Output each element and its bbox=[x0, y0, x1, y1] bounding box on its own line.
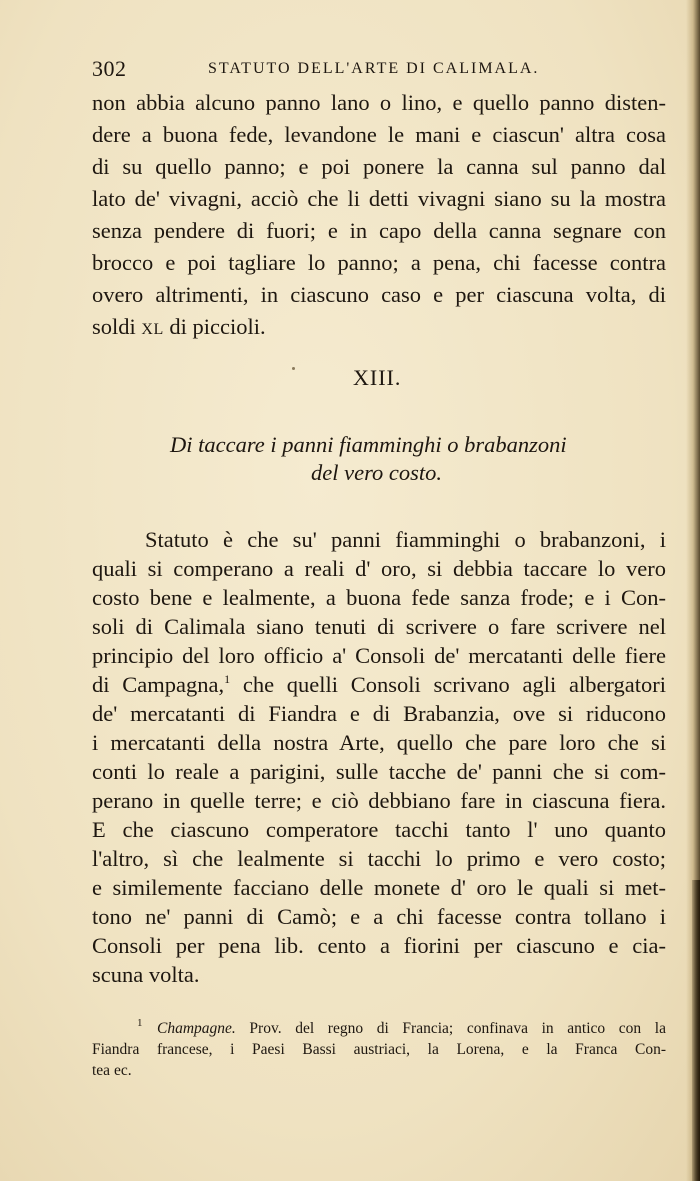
page-header bbox=[92, 56, 662, 84]
text-fragment: di Campagna, bbox=[92, 672, 225, 697]
text-line: Statuto è che su' panni fiamminghi o brabanzoni, i bbox=[145, 527, 666, 552]
footnote-line: Fiandra francese, i Paesi Bassi austriaci, la Lorena, e la Franca Con- bbox=[92, 1041, 666, 1058]
text-line: soli di Calimala siano tenuti di scrivere o fare scrivere nel bbox=[92, 614, 666, 639]
text-line: quali si comperano a reali d' oro, si debbia taccare lo vero bbox=[92, 556, 666, 581]
text-line: de' mercatanti di Fiandra e di Brabanzia, ove si riducono bbox=[92, 701, 666, 726]
footnote-term: Champagne. bbox=[157, 1020, 236, 1037]
text-line: senza pendere di fuori; e in capo della canna segnare con bbox=[92, 218, 666, 243]
footnote-line bbox=[157, 1018, 666, 1039]
text-line: i mercatanti della nostra Arte, quello che pare loro che si bbox=[92, 730, 666, 755]
page-number: 302 bbox=[92, 56, 127, 81]
text-line: brocco e poi tagliare lo panno; a pena, chi facesse contra bbox=[92, 250, 666, 275]
roman-numeral-amount: XL bbox=[141, 321, 164, 338]
text-line: e similemente facciano delle monete d' oro le quali si met- bbox=[92, 875, 666, 900]
text-fragment: Prov. del regno di Francia; confinava in antico con la bbox=[235, 1020, 666, 1037]
section-number: XIII. bbox=[353, 365, 402, 390]
section-heading-line-2: del vero costo. bbox=[311, 460, 443, 485]
text-line: non abbia alcuno panno lano o lino, e quello panno disten- bbox=[92, 90, 666, 115]
text-fragment: che quelli Consoli scrivano agli albergatori bbox=[230, 672, 666, 697]
text-line: lato de' vivagni, acciò che li detti vivagni siano su la mostra bbox=[92, 186, 666, 211]
text-line: conti lo reale a parigini, sulle tacche de' panni che si com- bbox=[92, 759, 666, 784]
text-line: perano in quelle terre; e ciò debbiano fare in ciascuna fiera. bbox=[92, 788, 666, 813]
section-heading-line-1: Di taccare i panni fiamminghi o brabanzoni bbox=[170, 432, 567, 457]
text-line: principio del loro officio a' Consoli de' mercatanti delle fiere bbox=[92, 643, 666, 668]
print-speck bbox=[292, 367, 295, 370]
text-line-last: scuna volta. bbox=[92, 962, 200, 987]
running-head: STATUTO DELL'ARTE DI CALIMALA. bbox=[208, 60, 540, 77]
text-line: tono ne' panni di Camò; e a chi facesse contra tollano i bbox=[92, 904, 666, 929]
text-line: dere a buona fede, levandone le mani e ciascun' altra cosa bbox=[92, 122, 666, 147]
text-line-last bbox=[92, 312, 666, 345]
text-fragment: soldi bbox=[92, 314, 142, 339]
footnote-marker: 1 bbox=[137, 1017, 143, 1029]
text-line: costo bene e lealmente, a buona fede sanza frode; e i Con- bbox=[92, 585, 666, 610]
page-edge-shadow-dark bbox=[692, 880, 700, 1181]
footnote-reference[interactable]: 1 bbox=[224, 672, 231, 686]
text-line: overo altrimenti, in ciascuno caso e per ciascuna volta, di bbox=[92, 282, 666, 307]
text-line: di su quello panno; e poi ponere la canna sul panno dal bbox=[92, 154, 666, 179]
text-line: E che ciascuno comperatore tacchi tanto l' uno quanto bbox=[92, 817, 666, 842]
text-line: Consoli per pena lib. cento a fiorini per ciascuno e cia- bbox=[92, 933, 666, 958]
text-line: l'altro, sì che lealmente si tacchi lo primo e vero costo; bbox=[92, 846, 666, 871]
text-line-with-footnote-ref bbox=[92, 670, 666, 700]
text-fragment: di piccioli. bbox=[163, 314, 266, 339]
footnote-line: tea ec. bbox=[92, 1062, 132, 1079]
